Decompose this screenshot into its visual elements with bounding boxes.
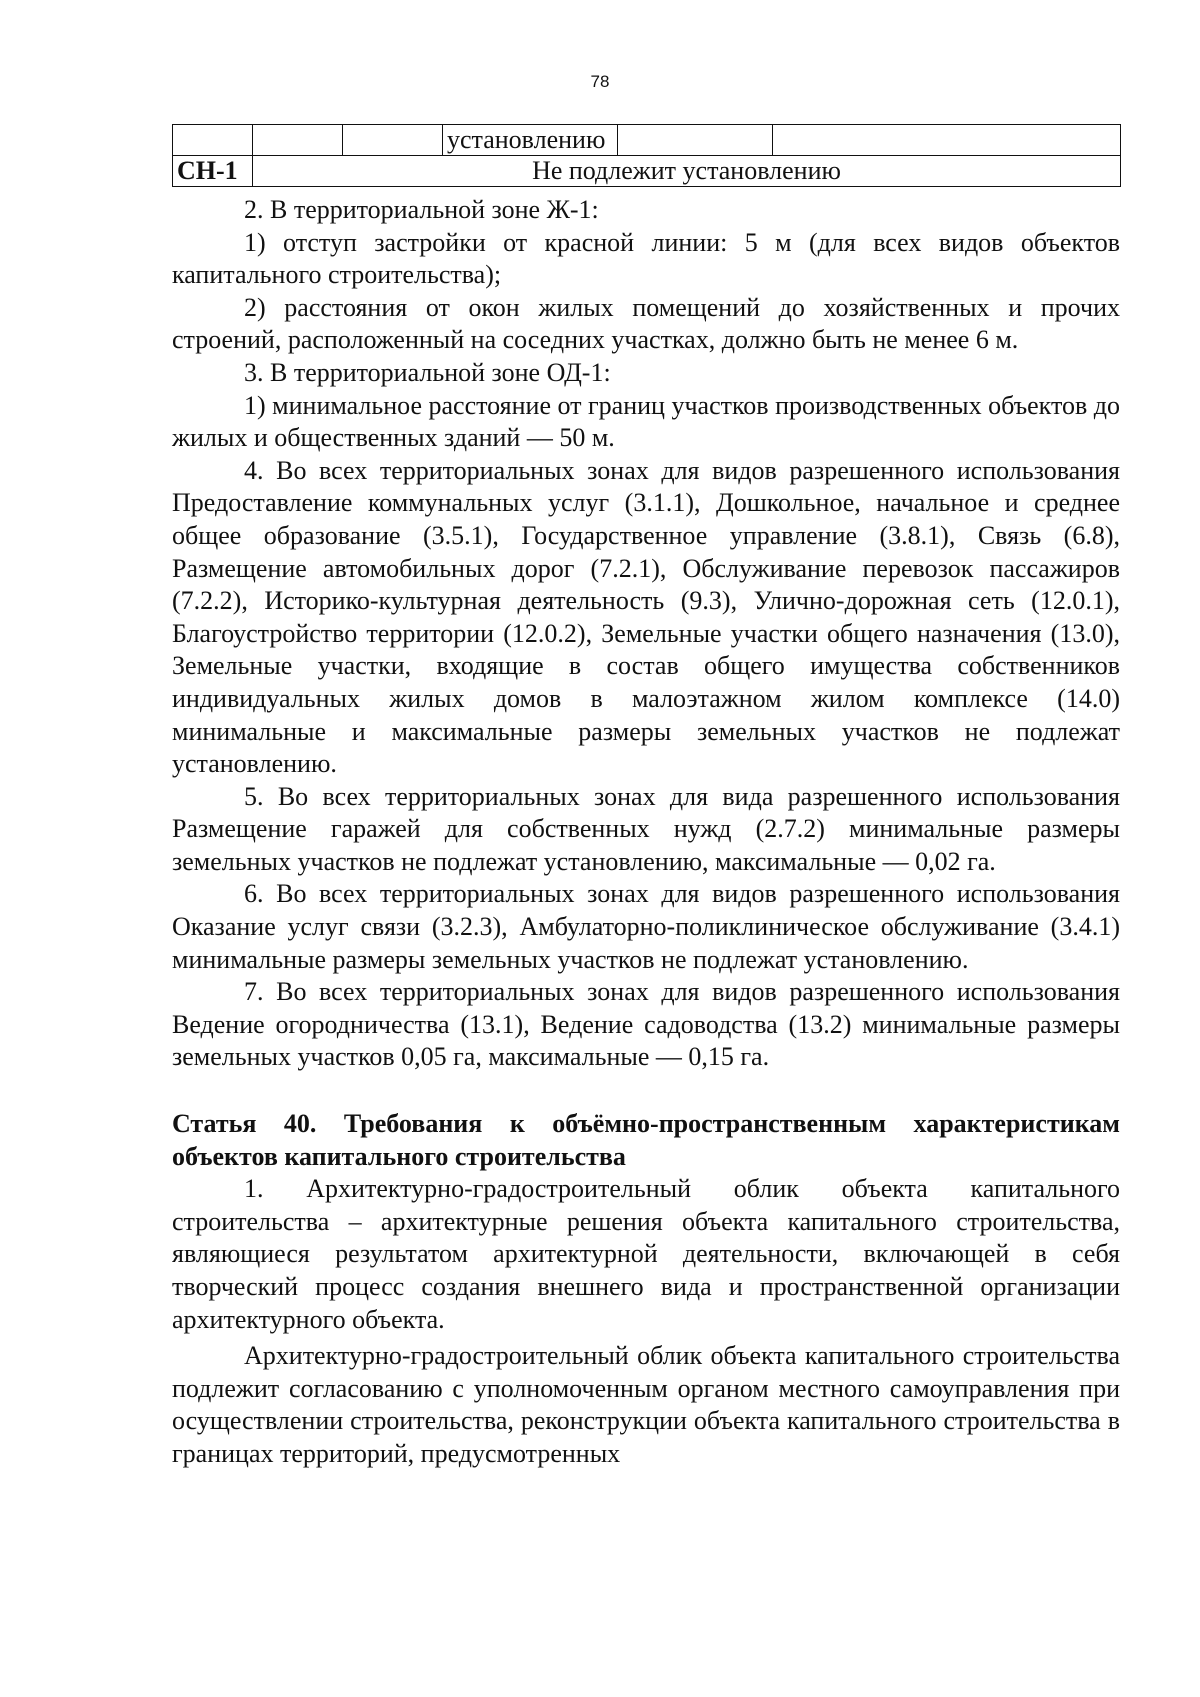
paragraph: 2) расстояния от окон жилых помещений до хозяйственных и прочих строений, расположенный на соседних участках, должно быть не менее 6 м. xyxy=(172,292,1120,355)
table-cell xyxy=(343,125,443,156)
paragraph: 3. В территориальной зоне ОД-1: xyxy=(244,357,611,387)
paragraph: 7. Во всех территориальных зонах для видов разрешенного использования Ведение огородничества (13.1), Ведение садоводства (13.2) минимальные размеры земельных участков 0,05 га, максимальные — 0,15 га. xyxy=(172,977,1120,1072)
table-cell: установлению xyxy=(443,125,618,156)
table-cell xyxy=(253,125,343,156)
paragraph: Архитектурно-градостроительный облик объекта капитального строительства подлежит согласованию с уполномоченным органом местного самоуправления при осуществлении строительства, реконструкции объекта капитального строительства в границах территорий, предусмотренных xyxy=(172,1341,1120,1468)
article-heading: Статья 40. Требования к объёмно-пространственным характеристикам объектов капитального строительства xyxy=(172,1109,1120,1171)
zone-code-cell: СН-1 xyxy=(173,156,253,187)
table-cell xyxy=(173,125,253,156)
paragraph: 4. Во всех территориальных зонах для видов разрешенного использования Предоставление коммунальных услуг (3.1.1), Дошкольное, начальное и среднее общее образование (3.5.1), Государственное управление (3.8.1), Связь (6.8), Размещение автомобильных дорог (7.2.1), Обслуживание перевозок пассажиров (7.2.2), Историко-культурная деятельность (9.3), Улично-дорожная сеть (12.0.1), Благоустройство территории (12.0.2), Земельные участки общего назначения (13.0), Земельные участки, входящие в состав общего имущества собственников индивидуальных жилых домов в малоэтажном жилом комплексе (14.0) минимальные и максимальные размеры земельных участков не подлежат установлению. xyxy=(172,455,1120,779)
table-cell xyxy=(773,125,1121,156)
paragraph: 1) отступ застройки от красной линии: 5 м (для всех видов объектов капитального строительства); xyxy=(172,227,1120,290)
paragraph: 2. В территориальной зоне Ж-1: xyxy=(244,195,599,224)
paragraph: 1) минимальное расстояние от границ участков производственных объектов до жилых и общественных зданий — 50 м. xyxy=(172,390,1120,453)
table-row xyxy=(173,125,1121,156)
zone-value-cell: Не подлежит установлению xyxy=(253,156,1121,187)
paragraph: 1. Архитектурно-градостроительный облик объекта капитального строительства – архитектурные решения объекта капитального строительства, являющиеся результатом архитектурной деятельности, включающей в себя творческий процесс создания внешнего вида и пространственной организации архитектурного объекта. xyxy=(172,1174,1120,1334)
paragraph: 6. Во всех территориальных зонах для видов разрешенного использования Оказание услуг связи (3.2.3), Амбулаторно-поликлиническое обслуживание (3.4.1) минимальные размеры земельных участков не подлежат установлению. xyxy=(172,879,1120,974)
paragraph: 5. Во всех территориальных зонах для вида разрешенного использования Размещение гаражей для собственных нужд (2.7.2) минимальные размеры земельных участков не подлежат установлению, максимальные — 0,02 га. xyxy=(172,781,1120,876)
document-body xyxy=(172,194,1120,1471)
table-row xyxy=(173,156,1121,187)
zone-table xyxy=(172,124,1121,187)
table-cell xyxy=(618,125,773,156)
page-number: 78 xyxy=(590,72,610,91)
